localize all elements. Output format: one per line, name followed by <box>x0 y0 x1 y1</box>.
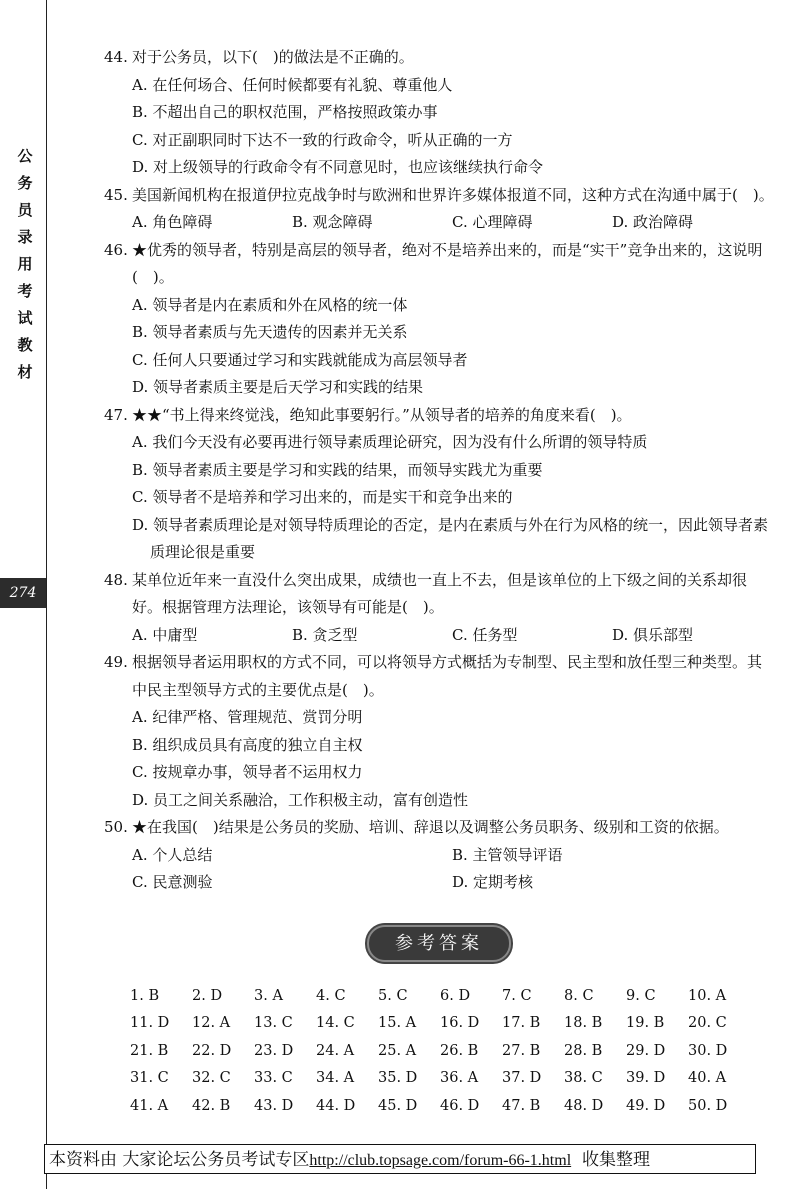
answer-cell: 40. A <box>688 1070 727 1086</box>
page-number: 274 <box>0 578 46 608</box>
answer-cell: 1. B <box>130 987 160 1004</box>
option-c: C. 领导者不是培养和学习出来的，而是实干和竞争出来的 <box>132 488 513 506</box>
question-text: 某单位近年来一直没什么突出成果，成绩也一直上不去，但是该单位的上下级之间的关系却很好。根据管理方法理论，该领导有可能是( )。 <box>132 570 748 616</box>
option-c: C. 心理障碍 <box>452 213 533 231</box>
question-48 <box>104 567 774 650</box>
answer-cell: 36. A <box>440 1070 479 1086</box>
answer-cell: 32. C <box>192 1070 231 1086</box>
answer-cell: 10. A <box>688 987 727 1004</box>
sidebar-title-char: 试 <box>17 309 33 327</box>
answer-row <box>130 1093 750 1121</box>
answer-cell: 25. A <box>378 1042 417 1059</box>
question-text: ★★“书上得来终觉浅，绝知此事要躬行。”从领导者的培养的角度来看( )。 <box>132 405 632 424</box>
option-b: B. 贪乏型 <box>292 625 358 644</box>
option-c: C. 按规章办事，领导者不运用权力 <box>132 763 363 781</box>
answer-cell: 28. B <box>564 1042 603 1059</box>
options-row <box>104 869 774 897</box>
sidebar-title-char: 材 <box>17 363 33 381</box>
answer-cell: 21. B <box>130 1042 169 1059</box>
option-a: A. 在任何场合、任何时候都要有礼貌、尊重他人 <box>132 75 453 94</box>
question-number: 45. <box>104 185 128 204</box>
option-b: B. 领导者素质主要是学习和实践的结果，而领导实践尤为重要 <box>132 460 543 479</box>
answer-row <box>130 1010 750 1038</box>
options-row <box>104 842 774 870</box>
option-c: C. 对正副职同时下达不一致的行政命令，听从正确的一方 <box>132 130 513 149</box>
sidebar-title-char: 教 <box>17 336 33 354</box>
options-row <box>104 209 774 237</box>
answer-row <box>130 1038 750 1066</box>
question-stem <box>104 567 774 622</box>
answer-cell: 42. B <box>192 1097 231 1114</box>
binding-line <box>46 0 47 1189</box>
sidebar-title-char: 用 <box>17 255 33 273</box>
answer-cell: 22. D <box>192 1042 232 1059</box>
answer-cell: 34. A <box>316 1070 355 1086</box>
answer-cell: 8. C <box>564 987 594 1004</box>
question-45 <box>104 182 774 237</box>
answer-cell: 31. C <box>130 1070 169 1086</box>
question-stem <box>104 182 774 210</box>
option-b: B. 观念障碍 <box>292 213 373 231</box>
answer-cell: 23. D <box>254 1042 294 1059</box>
footer-prefix: 本资料由 大家论坛公务员考试专区 <box>49 1150 310 1170</box>
question-number: 46. <box>104 240 128 259</box>
question-text: ★优秀的领导者，特别是高层的领导者，绝对不是培养出来的，而是“实干”竞争出来的，这说明( )。 <box>132 240 763 286</box>
question-stem <box>104 649 774 704</box>
answer-row <box>130 1065 750 1093</box>
answer-cell: 37. D <box>502 1070 542 1086</box>
question-stem <box>104 237 774 292</box>
answer-cell: 16. D <box>440 1015 480 1031</box>
answer-cell: 38. C <box>564 1070 603 1086</box>
option-a: A. 中庸型 <box>132 625 198 644</box>
answer-cell: 13. C <box>254 1015 293 1031</box>
question-stem <box>104 814 774 842</box>
answer-cell: 19. B <box>626 1015 665 1031</box>
answer-row <box>130 983 750 1011</box>
answer-cell: 24. A <box>316 1042 355 1059</box>
answer-cell: 27. B <box>502 1042 541 1059</box>
answer-cell: 43. D <box>254 1097 294 1114</box>
option-d: D. 定期考核 <box>452 873 534 891</box>
question-stem <box>104 402 774 430</box>
answer-cell: 30. D <box>688 1042 728 1059</box>
sidebar-title-char: 公 <box>17 147 33 165</box>
answer-cell: 15. A <box>378 1015 417 1031</box>
question-number: 48. <box>104 570 128 589</box>
option-d: D. 对上级领导的行政命令有不同意见时，也应该继续执行命令 <box>132 158 544 176</box>
sidebar-title-char: 考 <box>17 282 33 300</box>
option-c: C. 民意测验 <box>132 873 213 891</box>
answer-cell: 18. B <box>564 1015 603 1031</box>
question-47 <box>104 402 774 567</box>
answer-cell: 3. A <box>254 987 283 1004</box>
question-50 <box>104 814 774 897</box>
question-text: 对于公务员，以下( )的做法是不正确的。 <box>132 48 414 66</box>
answer-cell: 45. D <box>378 1097 418 1114</box>
question-number: 44. <box>104 48 128 66</box>
footer-url-link[interactable]: http://club.topsage.com/forum-66-1.html <box>309 1152 572 1169</box>
answer-cell: 7. C <box>502 987 532 1004</box>
question-44 <box>104 44 774 182</box>
option-d: D. 领导者素质主要是后天学习和实践的结果 <box>132 378 424 396</box>
answer-cell: 44. D <box>316 1097 356 1114</box>
answer-cell: 35. D <box>378 1070 418 1086</box>
option-a: A. 角色障碍 <box>132 213 213 231</box>
answer-key-table <box>130 983 750 1121</box>
option-a: A. 个人总结 <box>132 845 213 864</box>
answer-cell: 5. C <box>378 987 408 1004</box>
answer-cell: 9. C <box>626 987 656 1004</box>
answer-cell: 6. D <box>440 987 471 1004</box>
sidebar-title-char: 务 <box>17 174 33 192</box>
answer-cell: 49. D <box>626 1097 666 1114</box>
option-a: A. 领导者是内在素质和外在风格的统一体 <box>132 295 408 314</box>
question-text: 美国新闻机构在报道伊拉克战争时与欧洲和世界许多媒体报道不同，这种方式在沟通中属于( )。 <box>132 185 774 204</box>
answer-cell: 50. D <box>688 1097 728 1114</box>
answer-cell: 39. D <box>626 1070 666 1086</box>
answer-cell: 11. D <box>130 1015 170 1031</box>
option-d: D. 俱乐部型 <box>612 625 694 644</box>
option-d: D. 政治障碍 <box>612 213 694 231</box>
sidebar-title-char: 录 <box>17 228 33 246</box>
answer-cell: 4. C <box>316 987 346 1004</box>
option-a: A. 我们今天没有必要再进行领导素质理论研究，因为没有什么所谓的领导特质 <box>132 433 648 451</box>
answer-cell: 17. B <box>502 1015 541 1031</box>
option-d: D. 领导者素质理论是对领导特质理论的否定，是内在素质与外在行为风格的统一，因此领导者素质理论很是重要 <box>132 515 769 561</box>
option-a: A. 纪律严格、管理规范、赏罚分明 <box>132 708 363 726</box>
question-number: 47. <box>104 405 128 424</box>
answer-cell: 29. D <box>626 1042 666 1059</box>
answer-cell: 14. C <box>316 1015 355 1031</box>
option-b: B. 不超出自己的职权范围，严格按照政策办事 <box>132 103 438 121</box>
question-number: 49. <box>104 653 128 671</box>
sidebar-title-char: 员 <box>17 201 33 219</box>
option-b: B. 组织成员具有高度的独立自主权 <box>132 735 363 754</box>
option-d: D. 员工之间关系融洽，工作积极主动，富有创造性 <box>132 790 469 809</box>
option-c: C. 任何人只要通过学习和实践就能成为高层领导者 <box>132 350 468 369</box>
answer-cell: 20. C <box>688 1015 727 1031</box>
question-46 <box>104 237 774 402</box>
footer-banner <box>44 1144 756 1174</box>
answer-cell: 2. D <box>192 987 223 1004</box>
option-c: C. 任务型 <box>452 625 518 644</box>
question-49 <box>104 649 774 814</box>
footer-suffix: 收集整理 <box>581 1150 650 1170</box>
question-stem <box>104 44 774 72</box>
answer-cell: 33. C <box>254 1070 293 1086</box>
sidebar-book-title <box>8 143 42 386</box>
question-text: ★在我国( )结果是公务员的奖励、培训、辞退以及调整公务员职务、级别和工资的依据。 <box>132 818 729 836</box>
option-b: B. 主管领导评语 <box>452 845 563 864</box>
question-list <box>104 44 774 1120</box>
answer-cell: 26. B <box>440 1042 479 1059</box>
answer-cell: 48. D <box>564 1097 604 1114</box>
question-text: 根据领导者运用职权的方式不同，可以将领导方式概括为专制型、民主型和放任型三种类型。其中民主型领导方式的主要优点是( )。 <box>132 653 763 699</box>
answer-key-title: 参考答案 <box>367 925 511 963</box>
option-b: B. 领导者素质与先天遗传的因素并无关系 <box>132 323 408 341</box>
options-row <box>104 622 774 650</box>
answer-cell: 46. D <box>440 1097 480 1114</box>
question-number: 50. <box>104 818 128 836</box>
answer-cell: 41. A <box>130 1097 169 1114</box>
answer-cell: 12. A <box>192 1015 231 1031</box>
answer-cell: 47. B <box>502 1097 541 1114</box>
answer-key-header <box>104 925 774 971</box>
